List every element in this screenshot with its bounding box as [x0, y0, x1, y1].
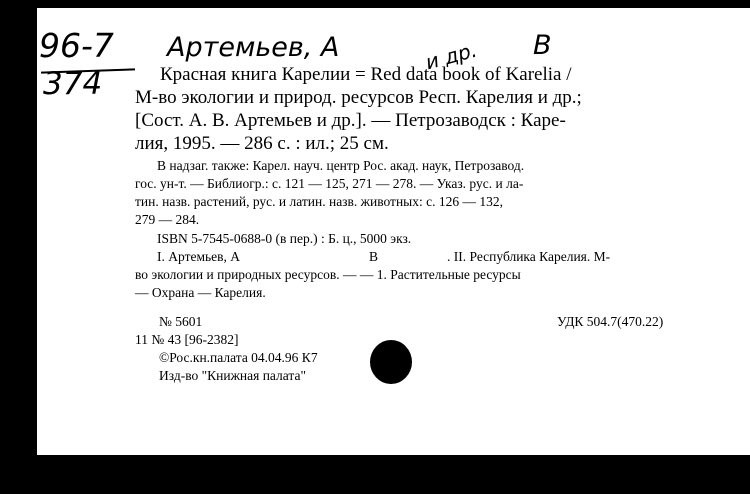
entry-physical-line: лия, 1995. — 286 с. : ил.; 25 см.: [135, 133, 389, 154]
note-line-1: В надзаг. также: Карел. науч. центр Рос. акад. наук, Петрозавод.: [157, 158, 525, 173]
entry-title-line: Красная книга Карелии = Red data book of Karelia /: [160, 64, 572, 85]
card-reference: 11 № 43 [96-2382]: [135, 332, 239, 347]
scan-border-bottom: [0, 455, 750, 494]
note-line-3: тин. назв. растений, рус. и латин. назв. животных: с. 126 — 132,: [135, 194, 503, 209]
note-line-2: гос. ун-т. — Библиогр.: с. 121 — 125, 271 — 278. — Указ. рус. и ла-: [135, 176, 524, 191]
call-number-top: 96-7: [39, 26, 114, 65]
tracing-initial: В: [369, 249, 379, 264]
entry-imprint-line: [Сост. А. В. Артемьев и др.]. — Петрозаводск : Каре-: [135, 110, 566, 131]
catalog-card: [37, 8, 750, 455]
handwritten-coauthors: и др.: [422, 37, 480, 75]
scan-border-left: [0, 0, 37, 494]
tracing-subject: . II. Республика Карелия. М-: [447, 249, 611, 264]
tracing-line-3: — Охрана — Карелия.: [135, 285, 266, 300]
tracing-line-2: во экологии и природных ресурсов. — — 1. Растительные ресурсы: [135, 267, 521, 282]
publisher-line: Изд-во "Книжная палата": [159, 368, 306, 383]
ink-stamp-blot: [370, 340, 412, 384]
card-number: № 5601: [159, 314, 203, 329]
isbn-line: ISBN 5-7545-0688-0 (в пер.) : Б. ц., 5000 экз.: [157, 231, 412, 246]
handwritten-author: Артемьев, А: [167, 32, 340, 63]
udk-code: УДК 504.7(470.22): [557, 314, 664, 329]
tracing-author: I. Артемьев, А: [157, 249, 241, 264]
call-number-bottom: 374: [43, 66, 103, 102]
note-line-4: 279 — 284.: [135, 212, 200, 227]
book-chamber-line: ©Рос.кн.палата 04.04.96 К7: [159, 350, 318, 365]
handwritten-initial: В: [533, 30, 552, 61]
entry-responsibility-line: М-во экологии и природ. ресурсов Респ. Карелия и др.;: [135, 87, 582, 108]
